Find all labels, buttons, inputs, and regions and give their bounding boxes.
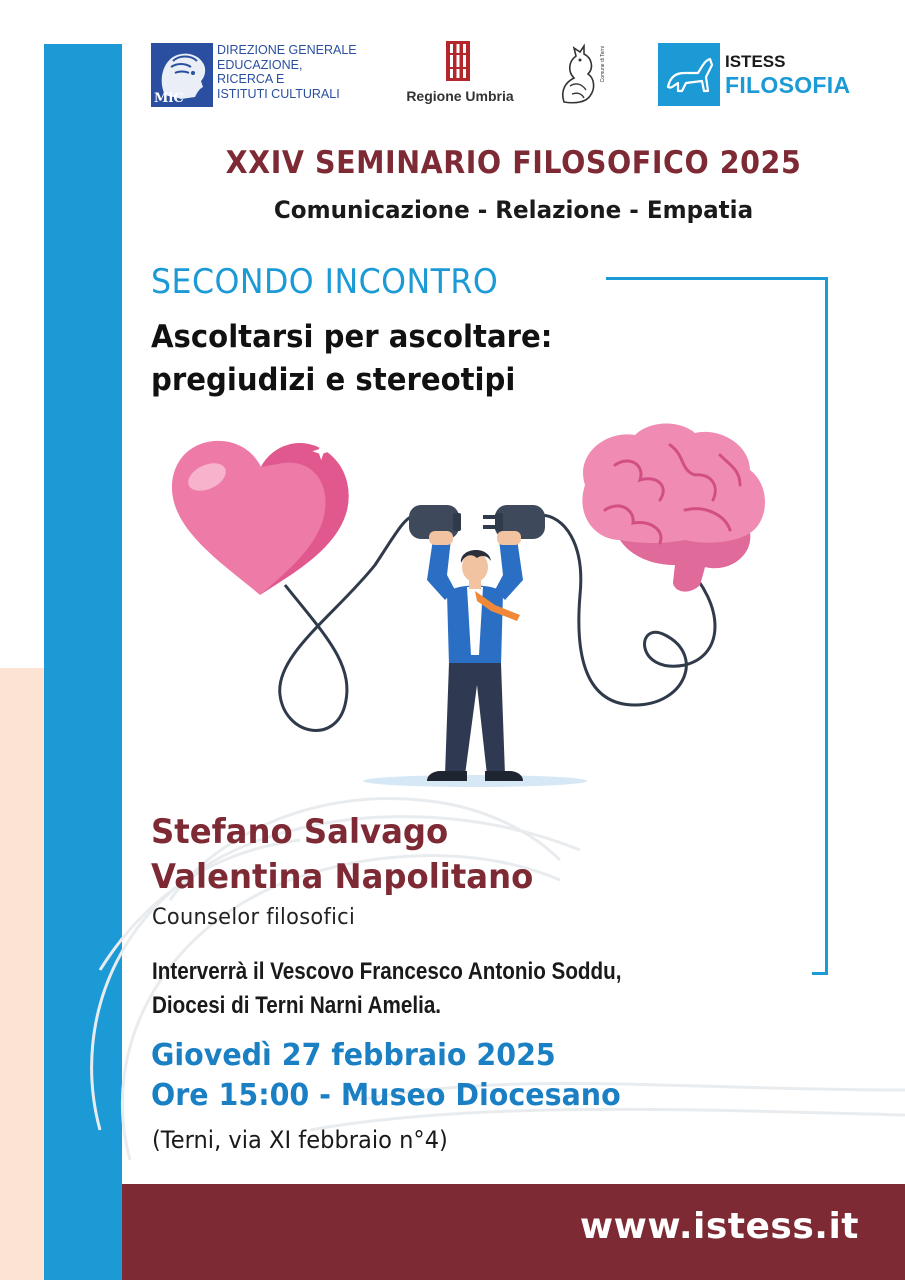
- mic-institution-name: DIREZIONE GENERALE EDUCAZIONE, RICERCA E ISTITUTI CULTURALI: [217, 43, 357, 101]
- heart-icon: [172, 441, 349, 595]
- event-time-place: Ore 15:00 - Museo Diocesano: [151, 1078, 621, 1113]
- comune-terni-logo: [556, 42, 612, 108]
- heart-brain-illustration: [165, 415, 785, 800]
- dragon-crest-icon: [556, 42, 598, 108]
- brain-icon: [582, 423, 765, 591]
- guest-line-2: Diocesi di Terni Narni Amelia.: [152, 992, 442, 1019]
- talk-title: [151, 316, 552, 402]
- speaker-name-2: Valentina Napolitano: [151, 857, 534, 897]
- event-when-where: [151, 1036, 621, 1116]
- footer-band: [122, 1184, 905, 1280]
- mic-logo: [151, 43, 371, 107]
- comune-terni-caption: Comune di Terni: [600, 46, 606, 83]
- website-link[interactable]: www.istess.it: [579, 1206, 859, 1247]
- frame-bracket-right: [825, 277, 828, 975]
- event-address: (Terni, via XI febbraio n°4): [152, 1126, 448, 1154]
- talk-title-line-2: pregiudizi e stereotipi: [151, 362, 516, 398]
- guest-note: [152, 955, 621, 1023]
- istess-subtitle: FILOSOFIA: [725, 72, 851, 98]
- event-date: Giovedì 27 febbraio 2025: [151, 1038, 556, 1073]
- frame-bracket-bottom: [812, 972, 828, 975]
- mic-mark-label: MiC: [154, 91, 184, 106]
- regione-umbria-logo: [390, 41, 530, 107]
- speaker-names: [151, 810, 533, 900]
- istess-name: ISTESS: [725, 52, 786, 71]
- man-figure: [363, 531, 587, 787]
- speaker-role: Counselor filosofici: [152, 905, 356, 930]
- classical-head-icon: [151, 43, 213, 107]
- regione-umbria-name: Regione Umbria: [406, 88, 514, 104]
- istess-filosofia-logo: [658, 43, 868, 106]
- ceri-icon: [446, 41, 470, 81]
- seminar-title: XXIV SEMINARIO FILOSOFICO 2025: [225, 145, 802, 181]
- talk-title-line-1: Ascoltarsi per ascoltare:: [151, 319, 553, 355]
- seminar-subtitle: Comunicazione - Relazione - Empatia: [273, 196, 754, 224]
- meeting-label: SECONDO INCONTRO: [151, 262, 499, 302]
- peach-strip: [0, 668, 44, 1280]
- frame-bracket-top: [606, 277, 828, 280]
- guest-line-1: Interverrà il Vescovo Francesco Antonio Soddu,: [152, 958, 622, 985]
- speaker-name-1: Stefano Salvago: [151, 812, 449, 852]
- dog-icon: [658, 43, 720, 106]
